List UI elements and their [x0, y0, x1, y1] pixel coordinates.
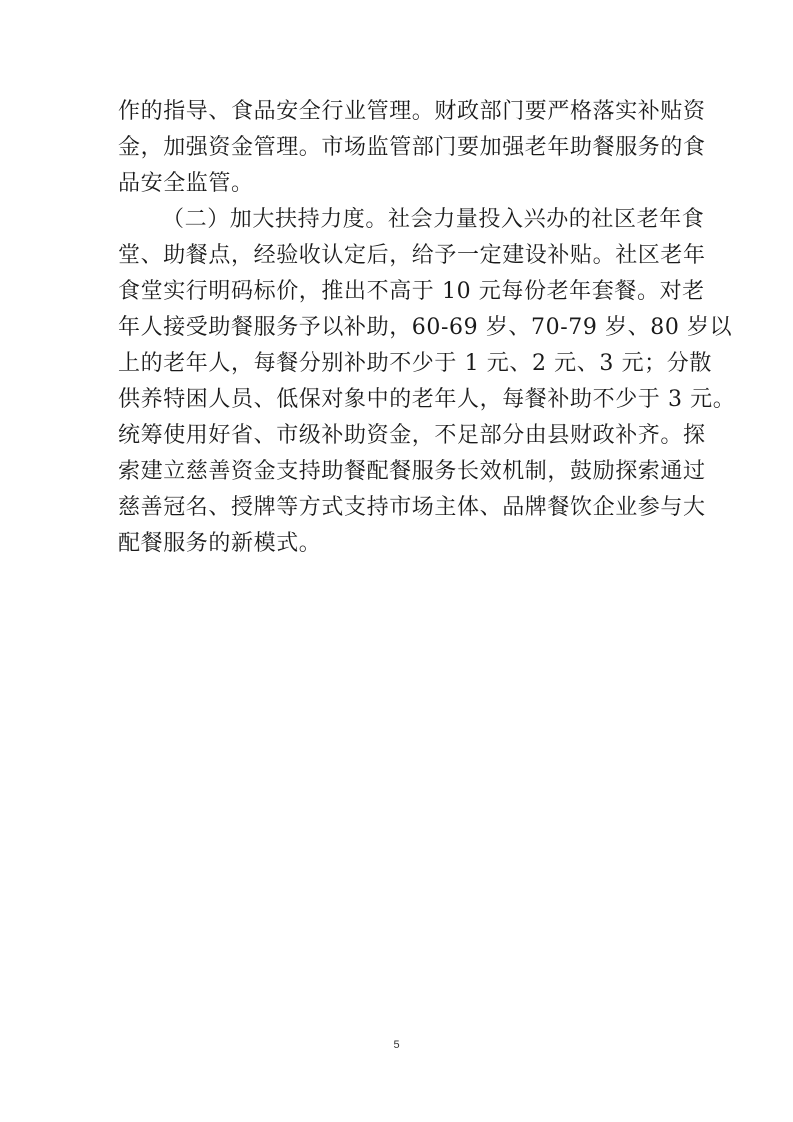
text-line: 上的老年人，每餐分别补助不少于 1 元、2 元、3 元；分散 [118, 351, 712, 376]
text-line: 供养特困人员、低保对象中的老年人，每餐补助不少于 3 元。 [118, 387, 736, 412]
body-text [118, 94, 736, 562]
text-line: 堂、助餐点，经验收认定后，给予一定建设补贴。社区老年 [118, 243, 706, 268]
text-line: 统筹使用好省、市级补助资金，不足部分由县财政补齐。探 [118, 423, 706, 448]
text-line: 索建立慈善资金支持助餐配餐服务长效机制，鼓励探索通过 [118, 459, 706, 484]
text-line: 慈善冠名、授牌等方式支持市场主体、品牌餐饮企业参与大 [118, 495, 706, 520]
text-line: 配餐服务的新模式。 [118, 531, 322, 556]
text-line: 金，加强资金管理。市场监管部门要加强老年助餐服务的食 [118, 135, 706, 160]
text-line: 品安全监管。 [118, 171, 254, 196]
text-line: 年人接受助餐服务予以补助，60-69 岁、70-79 岁、80 岁以 [118, 315, 733, 340]
text-line: 作的指导、食品安全行业管理。财政部门要严格落实补贴资 [118, 99, 706, 124]
section-heading-line: （二）加大扶持力度。社会力量投入兴办的社区老年食 [162, 207, 705, 232]
text-line: 食堂实行明码标价，推出不高于 10 元每份老年套餐。对老 [118, 279, 705, 304]
page-number: 5 [393, 1039, 400, 1051]
